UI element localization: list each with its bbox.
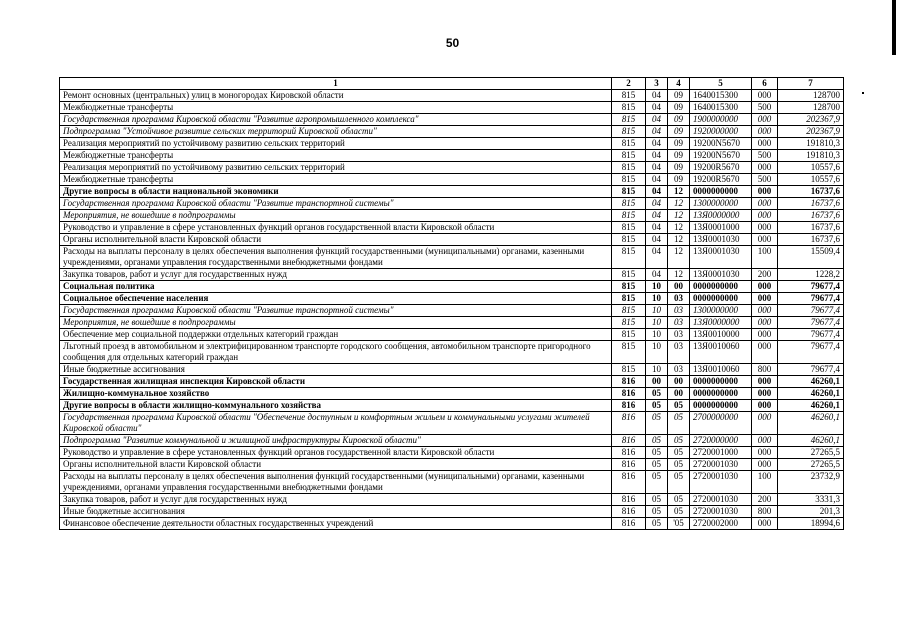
row-section: 05 bbox=[646, 435, 668, 447]
row-description: Другие вопросы в области национальной экономики bbox=[60, 186, 612, 198]
row-expense-type: 100 bbox=[752, 246, 778, 269]
row-subsection: 09 bbox=[668, 138, 690, 150]
row-subsection: 03 bbox=[668, 305, 690, 317]
row-admin-code: 815 bbox=[612, 234, 646, 246]
row-target-article: 13Я0001030 bbox=[690, 269, 752, 281]
row-section: 05 bbox=[646, 471, 668, 494]
row-admin-code: 815 bbox=[612, 198, 646, 210]
row-description: Государственная жилищная инспекция Кировской области bbox=[60, 376, 612, 388]
header-cell: 6 bbox=[752, 78, 778, 90]
row-target-article: 13Я0000000 bbox=[690, 210, 752, 222]
table-row bbox=[60, 435, 844, 447]
row-description: Социальное обеспечение населения bbox=[60, 293, 612, 305]
row-description: Органы исполнительной власти Кировской области bbox=[60, 234, 612, 246]
row-admin-code: 816 bbox=[612, 506, 646, 518]
row-target-article: 2720001030 bbox=[690, 494, 752, 506]
row-description: Межбюджетные трансферты bbox=[60, 150, 612, 162]
table-row bbox=[60, 210, 844, 222]
header-cell: 1 bbox=[60, 78, 612, 90]
row-subsection: 03 bbox=[668, 293, 690, 305]
table-row bbox=[60, 341, 844, 364]
row-subsection: 03 bbox=[668, 329, 690, 341]
table-row bbox=[60, 198, 844, 210]
table-row bbox=[60, 317, 844, 329]
table-row bbox=[60, 246, 844, 269]
table-row bbox=[60, 90, 844, 102]
row-amount: 79677,4 bbox=[778, 281, 844, 293]
row-description: Реализация мероприятий по устойчивому развитию сельских территорий bbox=[60, 138, 612, 150]
row-admin-code: 815 bbox=[612, 329, 646, 341]
row-expense-type: 200 bbox=[752, 494, 778, 506]
row-section: 04 bbox=[646, 210, 668, 222]
table-row bbox=[60, 293, 844, 305]
row-description: Закупка товаров, работ и услуг для государственных нужд bbox=[60, 269, 612, 281]
table-row bbox=[60, 400, 844, 412]
row-subsection: 12 bbox=[668, 234, 690, 246]
row-amount: 79677,4 bbox=[778, 329, 844, 341]
row-target-article: 2720001030 bbox=[690, 459, 752, 471]
row-subsection: 09 bbox=[668, 174, 690, 186]
table-row bbox=[60, 518, 844, 530]
row-description: Ремонт основных (центральных) улиц в моногородах Кировской области bbox=[60, 90, 612, 102]
row-target-article: 1300000000 bbox=[690, 305, 752, 317]
row-target-article: 1640015300 bbox=[690, 90, 752, 102]
table-row bbox=[60, 329, 844, 341]
row-amount: 16737,6 bbox=[778, 222, 844, 234]
row-target-article: 1920000000 bbox=[690, 126, 752, 138]
row-description: Льготный проезд в автомобильном и электрифицированном транспорте городского сообщения, автомобильном транспорте пригородного сообщения для отдельных категорий граждан bbox=[60, 341, 612, 364]
table-row bbox=[60, 150, 844, 162]
row-admin-code: 815 bbox=[612, 174, 646, 186]
row-admin-code: 815 bbox=[612, 281, 646, 293]
row-admin-code: 815 bbox=[612, 162, 646, 174]
row-subsection: 05 bbox=[668, 494, 690, 506]
row-amount: 3331,3 bbox=[778, 494, 844, 506]
table-row bbox=[60, 186, 844, 198]
row-target-article: 0000000000 bbox=[690, 281, 752, 293]
row-admin-code: 815 bbox=[612, 341, 646, 364]
row-subsection: 00 bbox=[668, 388, 690, 400]
row-amount: 16737,6 bbox=[778, 234, 844, 246]
row-description: Реализация мероприятий по устойчивому развитию сельских территорий bbox=[60, 162, 612, 174]
row-section: 04 bbox=[646, 246, 668, 269]
row-admin-code: 815 bbox=[612, 222, 646, 234]
row-admin-code: 815 bbox=[612, 126, 646, 138]
row-subsection: 12 bbox=[668, 198, 690, 210]
row-admin-code: 815 bbox=[612, 186, 646, 198]
row-target-article: 13Я0000000 bbox=[690, 317, 752, 329]
row-section: 04 bbox=[646, 138, 668, 150]
row-expense-type: 000 bbox=[752, 376, 778, 388]
row-description: Иные бюджетные ассигнования bbox=[60, 506, 612, 518]
header-cell: 3 bbox=[646, 78, 668, 90]
row-amount: 202367,9 bbox=[778, 126, 844, 138]
row-subsection: 12 bbox=[668, 186, 690, 198]
row-expense-type: 000 bbox=[752, 412, 778, 435]
row-admin-code: 816 bbox=[612, 400, 646, 412]
row-target-article: 2700000000 bbox=[690, 412, 752, 435]
row-expense-type: 000 bbox=[752, 400, 778, 412]
row-amount: 16737,6 bbox=[778, 186, 844, 198]
row-section: 04 bbox=[646, 126, 668, 138]
row-admin-code: 815 bbox=[612, 305, 646, 317]
row-description: Закупка товаров, работ и услуг для государственных нужд bbox=[60, 494, 612, 506]
row-section: 05 bbox=[646, 447, 668, 459]
row-subsection: 05 bbox=[668, 435, 690, 447]
row-expense-type: 000 bbox=[752, 341, 778, 364]
row-subsection: 09 bbox=[668, 162, 690, 174]
row-description: Расходы на выплаты персоналу в целях обеспечения выполнения функций государственными (муниципальными) органами, казенными учреждениями, органами управления государственными внебюджетными фондами bbox=[60, 471, 612, 494]
row-expense-type: 800 bbox=[752, 506, 778, 518]
row-admin-code: 815 bbox=[612, 102, 646, 114]
row-section: 00 bbox=[646, 376, 668, 388]
row-description: Руководство и управление в сфере установленных функций органов государственной власти Кировской области bbox=[60, 222, 612, 234]
row-admin-code: 816 bbox=[612, 518, 646, 530]
row-expense-type: 000 bbox=[752, 329, 778, 341]
row-expense-type: 800 bbox=[752, 364, 778, 376]
row-amount: 191810,3 bbox=[778, 150, 844, 162]
table-row bbox=[60, 459, 844, 471]
header-cell: 2 bbox=[612, 78, 646, 90]
row-section: 05 bbox=[646, 400, 668, 412]
table-body bbox=[60, 78, 844, 530]
row-description: Руководство и управление в сфере установленных функций органов государственной власти Кировской области bbox=[60, 447, 612, 459]
row-target-article: 13Я0010000 bbox=[690, 329, 752, 341]
row-admin-code: 815 bbox=[612, 150, 646, 162]
row-target-article: 0000000000 bbox=[690, 400, 752, 412]
row-admin-code: 815 bbox=[612, 364, 646, 376]
row-section: 04 bbox=[646, 222, 668, 234]
row-amount: 79677,4 bbox=[778, 317, 844, 329]
row-subsection: '05 bbox=[668, 518, 690, 530]
row-section: 04 bbox=[646, 198, 668, 210]
row-subsection: 03 bbox=[668, 364, 690, 376]
row-section: 04 bbox=[646, 114, 668, 126]
row-section: 10 bbox=[646, 364, 668, 376]
row-amount: 15509,4 bbox=[778, 246, 844, 269]
row-amount: 46260,1 bbox=[778, 376, 844, 388]
row-subsection: 03 bbox=[668, 341, 690, 364]
row-amount: 79677,4 bbox=[778, 364, 844, 376]
row-target-article: 2720002000 bbox=[690, 518, 752, 530]
row-subsection: 09 bbox=[668, 126, 690, 138]
row-amount: 46260,1 bbox=[778, 412, 844, 435]
row-section: 04 bbox=[646, 102, 668, 114]
row-target-article: 2720001000 bbox=[690, 447, 752, 459]
table-row bbox=[60, 376, 844, 388]
row-subsection: 12 bbox=[668, 210, 690, 222]
row-expense-type: 000 bbox=[752, 210, 778, 222]
row-section: 04 bbox=[646, 162, 668, 174]
table-row bbox=[60, 412, 844, 435]
row-description: Государственная программа Кировской области "Развитие транспортной системы" bbox=[60, 305, 612, 317]
header-cell: 4 bbox=[668, 78, 690, 90]
row-expense-type: 000 bbox=[752, 518, 778, 530]
row-expense-type: 000 bbox=[752, 222, 778, 234]
row-subsection: 12 bbox=[668, 222, 690, 234]
row-target-article: 13Я0001000 bbox=[690, 222, 752, 234]
row-expense-type: 000 bbox=[752, 305, 778, 317]
row-section: 05 bbox=[646, 518, 668, 530]
row-description: Подпрограмма "Устойчивое развитие сельских территорий Кировской области" bbox=[60, 126, 612, 138]
row-admin-code: 815 bbox=[612, 293, 646, 305]
row-description: Межбюджетные трансферты bbox=[60, 102, 612, 114]
row-amount: 79677,4 bbox=[778, 293, 844, 305]
row-description: Обеспечение мер социальной поддержки отдельных категорий граждан bbox=[60, 329, 612, 341]
row-amount: 23732,9 bbox=[778, 471, 844, 494]
row-amount: 10557,6 bbox=[778, 174, 844, 186]
table-row bbox=[60, 494, 844, 506]
row-target-article: 13Я0010060 bbox=[690, 341, 752, 364]
row-expense-type: 000 bbox=[752, 90, 778, 102]
row-target-article: 0000000000 bbox=[690, 293, 752, 305]
row-amount: 128700 bbox=[778, 90, 844, 102]
row-target-article: 2720000000 bbox=[690, 435, 752, 447]
row-subsection: 12 bbox=[668, 246, 690, 269]
row-description: Иные бюджетные ассигнования bbox=[60, 364, 612, 376]
row-section: 05 bbox=[646, 412, 668, 435]
row-expense-type: 000 bbox=[752, 186, 778, 198]
row-admin-code: 815 bbox=[612, 138, 646, 150]
table-row bbox=[60, 506, 844, 518]
table-row bbox=[60, 364, 844, 376]
row-target-article: 13Я0001030 bbox=[690, 234, 752, 246]
row-description: Расходы на выплаты персоналу в целях обеспечения выполнения функций государственными (муниципальными) органами, казенными учреждениями, органами управления государственными внебюджетными фондами bbox=[60, 246, 612, 269]
row-admin-code: 816 bbox=[612, 435, 646, 447]
row-subsection: 03 bbox=[668, 317, 690, 329]
row-target-article: 0000000000 bbox=[690, 388, 752, 400]
row-amount: 79677,4 bbox=[778, 341, 844, 364]
row-section: 10 bbox=[646, 293, 668, 305]
table-row bbox=[60, 234, 844, 246]
row-target-article: 0000000000 bbox=[690, 376, 752, 388]
row-amount: 16737,6 bbox=[778, 210, 844, 222]
row-expense-type: 000 bbox=[752, 281, 778, 293]
row-section: 04 bbox=[646, 269, 668, 281]
row-section: 10 bbox=[646, 305, 668, 317]
table-row bbox=[60, 138, 844, 150]
row-expense-type: 500 bbox=[752, 102, 778, 114]
row-admin-code: 815 bbox=[612, 246, 646, 269]
row-expense-type: 000 bbox=[752, 234, 778, 246]
table-row bbox=[60, 281, 844, 293]
table-row bbox=[60, 471, 844, 494]
row-target-article: 19200R5670 bbox=[690, 174, 752, 186]
header-cell: 7 bbox=[778, 78, 844, 90]
row-expense-type: 000 bbox=[752, 126, 778, 138]
row-subsection: 05 bbox=[668, 506, 690, 518]
row-target-article: 2720001030 bbox=[690, 471, 752, 494]
row-expense-type: 000 bbox=[752, 138, 778, 150]
table-row bbox=[60, 305, 844, 317]
row-section: 05 bbox=[646, 494, 668, 506]
row-description: Мероприятия, не вошедшие в подпрограммы bbox=[60, 210, 612, 222]
row-subsection: 00 bbox=[668, 376, 690, 388]
row-expense-type: 000 bbox=[752, 114, 778, 126]
row-subsection: 05 bbox=[668, 400, 690, 412]
row-section: 10 bbox=[646, 329, 668, 341]
row-subsection: 05 bbox=[668, 447, 690, 459]
row-description: Финансовое обеспечение деятельности областных государственных учреждений bbox=[60, 518, 612, 530]
row-description: Другие вопросы в области жилищно-коммунального хозяйства bbox=[60, 400, 612, 412]
row-admin-code: 816 bbox=[612, 447, 646, 459]
row-amount: 10557,6 bbox=[778, 162, 844, 174]
row-amount: 79677,4 bbox=[778, 305, 844, 317]
row-section: 04 bbox=[646, 174, 668, 186]
row-subsection: 09 bbox=[668, 150, 690, 162]
row-expense-type: 000 bbox=[752, 435, 778, 447]
table-row bbox=[60, 126, 844, 138]
row-section: 10 bbox=[646, 341, 668, 364]
row-section: 04 bbox=[646, 186, 668, 198]
row-admin-code: 815 bbox=[612, 90, 646, 102]
row-subsection: 05 bbox=[668, 459, 690, 471]
table-row bbox=[60, 269, 844, 281]
row-admin-code: 816 bbox=[612, 412, 646, 435]
row-expense-type: 000 bbox=[752, 447, 778, 459]
table-header-row bbox=[60, 78, 844, 90]
row-target-article: 13Я0001030 bbox=[690, 246, 752, 269]
row-admin-code: 815 bbox=[612, 114, 646, 126]
row-admin-code: 816 bbox=[612, 471, 646, 494]
row-section: 10 bbox=[646, 317, 668, 329]
row-description: Жилищно-коммунальное хозяйство bbox=[60, 388, 612, 400]
row-target-article: 1300000000 bbox=[690, 198, 752, 210]
row-expense-type: 000 bbox=[752, 388, 778, 400]
row-admin-code: 816 bbox=[612, 494, 646, 506]
row-target-article: 19200N5670 bbox=[690, 138, 752, 150]
row-subsection: 09 bbox=[668, 114, 690, 126]
table-row bbox=[60, 114, 844, 126]
row-amount: 191810,3 bbox=[778, 138, 844, 150]
row-section: 10 bbox=[646, 281, 668, 293]
table-row bbox=[60, 222, 844, 234]
row-expense-type: 000 bbox=[752, 293, 778, 305]
row-description: Межбюджетные трансферты bbox=[60, 174, 612, 186]
row-amount: 201,3 bbox=[778, 506, 844, 518]
table-row bbox=[60, 388, 844, 400]
table-row bbox=[60, 174, 844, 186]
row-section: 05 bbox=[646, 459, 668, 471]
row-admin-code: 815 bbox=[612, 210, 646, 222]
row-subsection: 09 bbox=[668, 102, 690, 114]
row-target-article: 13Я0010060 bbox=[690, 364, 752, 376]
row-amount: 46260,1 bbox=[778, 435, 844, 447]
row-admin-code: 815 bbox=[612, 269, 646, 281]
row-expense-type: 000 bbox=[752, 198, 778, 210]
row-description: Государственная программа Кировской области "Обеспечение доступным и комфортным жильем и коммунальными услугами жителей Кировской области" bbox=[60, 412, 612, 435]
row-expense-type: 000 bbox=[752, 459, 778, 471]
row-subsection: 05 bbox=[668, 412, 690, 435]
row-expense-type: 100 bbox=[752, 471, 778, 494]
row-subsection: 00 bbox=[668, 281, 690, 293]
row-target-article: 2720001030 bbox=[690, 506, 752, 518]
row-target-article: 1640015300 bbox=[690, 102, 752, 114]
row-section: 05 bbox=[646, 506, 668, 518]
row-target-article: 19200R5670 bbox=[690, 162, 752, 174]
row-amount: 1228,2 bbox=[778, 269, 844, 281]
row-description: Органы исполнительной власти Кировской области bbox=[60, 459, 612, 471]
row-description: Социальная политика bbox=[60, 281, 612, 293]
row-amount: 128700 bbox=[778, 102, 844, 114]
row-amount: 27265,5 bbox=[778, 459, 844, 471]
row-description: Подпрограмма "Развитие коммунальной и жилищной инфраструктуры Кировской области" bbox=[60, 435, 612, 447]
row-description: Государственная программа Кировской области "Развитие агропромышленного комплекса" bbox=[60, 114, 612, 126]
row-admin-code: 815 bbox=[612, 317, 646, 329]
row-subsection: 12 bbox=[668, 269, 690, 281]
row-expense-type: 000 bbox=[752, 162, 778, 174]
row-expense-type: 500 bbox=[752, 150, 778, 162]
row-section: 05 bbox=[646, 388, 668, 400]
row-amount: 16737,6 bbox=[778, 198, 844, 210]
page-number: 50 bbox=[445, 36, 460, 50]
scan-speck bbox=[862, 92, 864, 94]
row-amount: 202367,9 bbox=[778, 114, 844, 126]
row-target-article: 1900000000 bbox=[690, 114, 752, 126]
header-cell: 5 bbox=[690, 78, 752, 90]
row-admin-code: 816 bbox=[612, 388, 646, 400]
table-row bbox=[60, 162, 844, 174]
row-description: Мероприятия, не вошедшие в подпрограммы bbox=[60, 317, 612, 329]
row-section: 04 bbox=[646, 150, 668, 162]
row-section: 04 bbox=[646, 90, 668, 102]
row-subsection: 05 bbox=[668, 471, 690, 494]
row-target-article: 19200N5670 bbox=[690, 150, 752, 162]
table-row bbox=[60, 447, 844, 459]
row-subsection: 09 bbox=[668, 90, 690, 102]
row-amount: 46260,1 bbox=[778, 400, 844, 412]
row-amount: 46260,1 bbox=[778, 388, 844, 400]
row-expense-type: 000 bbox=[752, 317, 778, 329]
row-expense-type: 200 bbox=[752, 269, 778, 281]
row-section: 04 bbox=[646, 234, 668, 246]
row-admin-code: 816 bbox=[612, 376, 646, 388]
row-description: Государственная программа Кировской области "Развитие транспортной системы" bbox=[60, 198, 612, 210]
table-row bbox=[60, 102, 844, 114]
row-amount: 27265,5 bbox=[778, 447, 844, 459]
row-target-article: 0000000000 bbox=[690, 186, 752, 198]
budget-table bbox=[59, 77, 844, 530]
row-admin-code: 816 bbox=[612, 459, 646, 471]
row-amount: 18994,6 bbox=[778, 518, 844, 530]
row-expense-type: 500 bbox=[752, 174, 778, 186]
